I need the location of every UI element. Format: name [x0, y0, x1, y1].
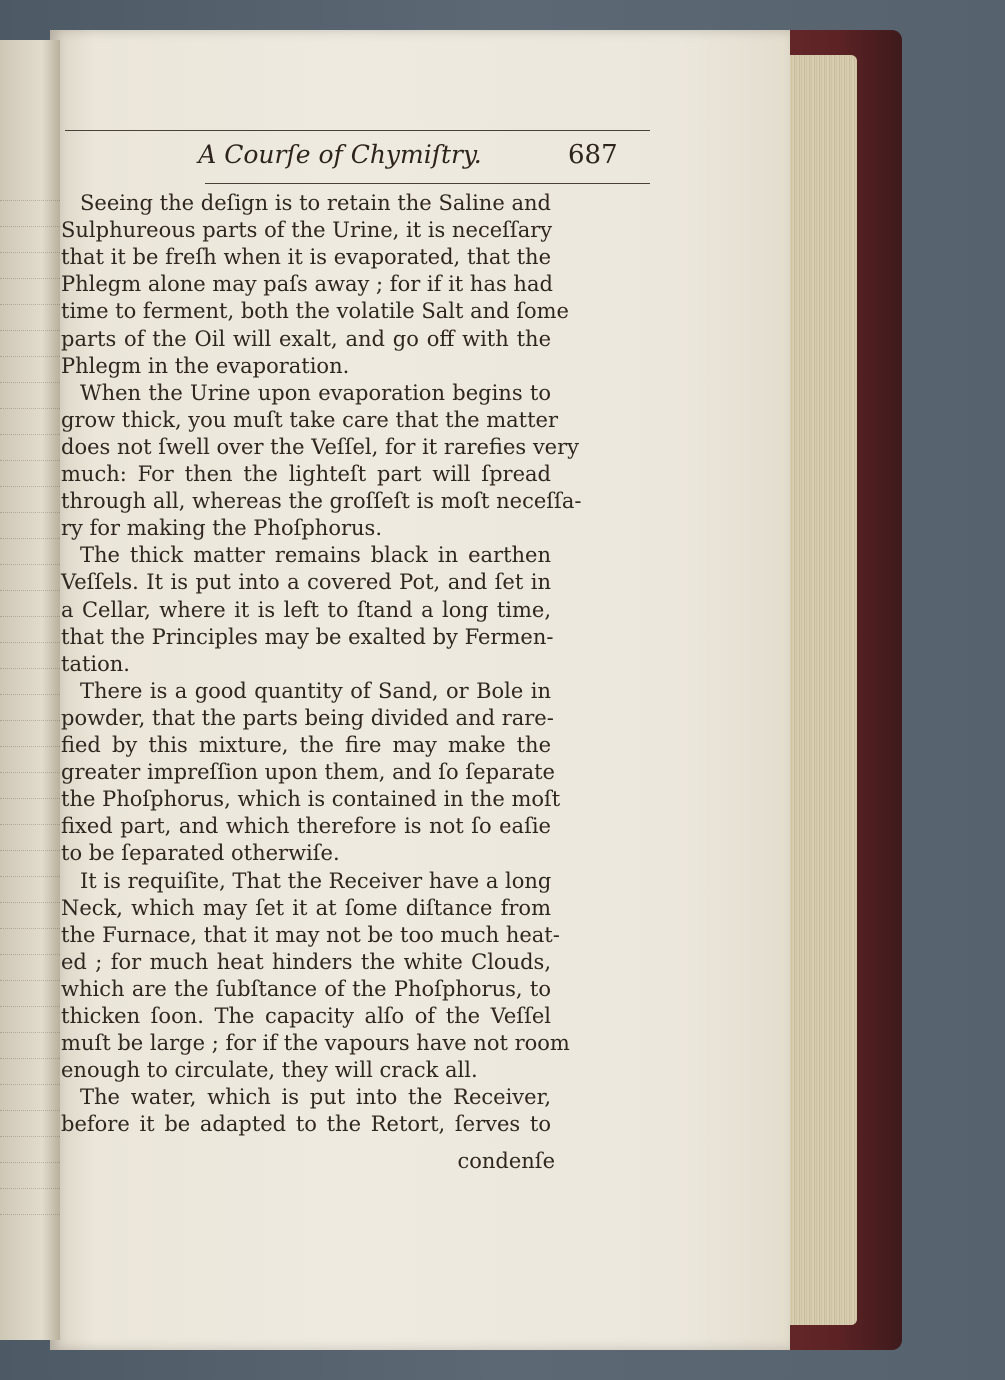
text-line: fied by this mixture, the fire may make the: [61, 733, 551, 757]
text-line: the Furnace, that it may not be too much heat-: [61, 923, 560, 947]
ghost-line: [0, 346, 60, 357]
text-line: Veſſels. It is put into a covered Pot, and ſet in: [61, 570, 551, 594]
running-title: A Courſe of Chymiſtry.: [198, 140, 482, 169]
page-edges: [785, 55, 857, 1325]
ghost-line: [0, 658, 60, 669]
ghost-line: [0, 1152, 60, 1163]
text-line: Phlegm alone may paſs away ; for if it has had: [61, 272, 553, 296]
text-line: greater impreſſion upon them, and ſo ſeparate: [61, 760, 555, 784]
text-line: the Phoſphorus, which is contained in the moſt: [61, 787, 561, 811]
header-rule-bottom: [205, 183, 650, 184]
previous-page-sliver: [0, 40, 60, 1340]
ghost-line: [0, 398, 60, 409]
text-line: ry for making the Phoſphorus.: [61, 516, 382, 540]
ghost-line: [0, 1022, 60, 1033]
ghost-line: [0, 736, 60, 747]
text-line: which are the ſubſtance of the Phoſphorus, to: [61, 977, 551, 1001]
ghost-line: [0, 632, 60, 643]
ghost-line: [0, 320, 60, 331]
text-line: much: For then the lighteſt part will ſpread: [61, 462, 551, 486]
text-line: a Cellar, where it is left to ſtand a long time,: [61, 598, 551, 622]
text-line: to be ſeparated otherwiſe.: [61, 841, 340, 865]
ghost-line: [0, 710, 60, 721]
text-line: thicken ſoon. The capacity alſo of the Veſſel: [61, 1004, 551, 1028]
ghost-line: [0, 476, 60, 487]
ghost-line: [0, 814, 60, 825]
ghost-line: [0, 1126, 60, 1137]
text-line: powder, that the parts being divided and rare-: [61, 706, 554, 730]
text-line: that it be freſh when it is evaporated, that the: [61, 245, 551, 269]
ghost-line: [0, 554, 60, 565]
text-line: The water, which is put into the Receiver,: [80, 1085, 551, 1109]
ghost-line: [0, 450, 60, 461]
ghost-line: [0, 268, 60, 279]
text-line: does not ſwell over the Veſſel, for it rarefies very: [61, 435, 580, 459]
ghost-line: [0, 190, 60, 201]
text-line: fixed part, and which therefore is not ſo eaſie: [61, 814, 551, 838]
text-line: parts of the Oil will exalt, and go off with the: [61, 327, 551, 351]
text-line: muſt be large ; for if the vapours have not room: [61, 1031, 570, 1055]
ghost-line: [0, 944, 60, 955]
ghost-line: [0, 996, 60, 1007]
ghost-line: [0, 242, 60, 253]
text-line: It is requiſite, That the Receiver have a long: [80, 869, 552, 893]
ghost-line: [0, 606, 60, 617]
text-line: time to ferment, both the volatile Salt and ſome: [61, 299, 569, 323]
ghost-line: [0, 866, 60, 877]
ghost-line: [0, 684, 60, 695]
ghost-line: [0, 580, 60, 591]
text-line: Neck, which may ſet it at ſome diſtance from: [61, 896, 551, 920]
ghost-line: [0, 1100, 60, 1111]
text-line: that the Principles may be exalted by Fermen-: [61, 625, 554, 649]
text-line: Phlegm in the evaporation.: [61, 354, 350, 378]
ghost-line: [0, 1204, 60, 1215]
ghost-line: [0, 1178, 60, 1189]
text-line: Seeing the deſign is to retain the Saline and: [80, 191, 551, 215]
ghost-line: [0, 840, 60, 851]
ghost-line: [0, 216, 60, 227]
ghost-line: [0, 372, 60, 383]
ghost-line: [0, 528, 60, 539]
ghost-line: [0, 918, 60, 929]
ghost-line: [0, 892, 60, 903]
text-line: Sulphureous parts of the Urine, it is neceſſary: [61, 218, 553, 242]
text-line: before it be adapted to the Retort, ſerves to: [61, 1112, 551, 1136]
text-line: When the Urine upon evaporation begins to: [80, 381, 551, 405]
ghost-line: [0, 502, 60, 513]
ghost-line: [0, 1074, 60, 1085]
text-line: through all, whereas the groſſeſt is moſt neceſſa-: [61, 489, 582, 513]
text-line: ed ; for much heat hinders the white Clouds,: [61, 950, 551, 974]
ghost-line: [0, 294, 60, 305]
text-line: grow thick, you muſt take care that the matter: [61, 408, 558, 432]
ghost-line: [0, 762, 60, 773]
ghost-line: [0, 424, 60, 435]
ghost-line: [0, 1048, 60, 1059]
text-line: tation.: [61, 652, 130, 676]
text-line: enough to circulate, they will crack all.: [61, 1058, 478, 1082]
catchword: condenſe: [457, 1149, 555, 1173]
ghost-line: [0, 970, 60, 981]
ghost-line: [0, 788, 60, 799]
text-line: There is a good quantity of Sand, or Bole in: [80, 679, 551, 703]
text-line: The thick matter remains black in earthen: [80, 543, 551, 567]
page-number: 687: [568, 140, 618, 170]
header-rule-top: [65, 130, 650, 131]
